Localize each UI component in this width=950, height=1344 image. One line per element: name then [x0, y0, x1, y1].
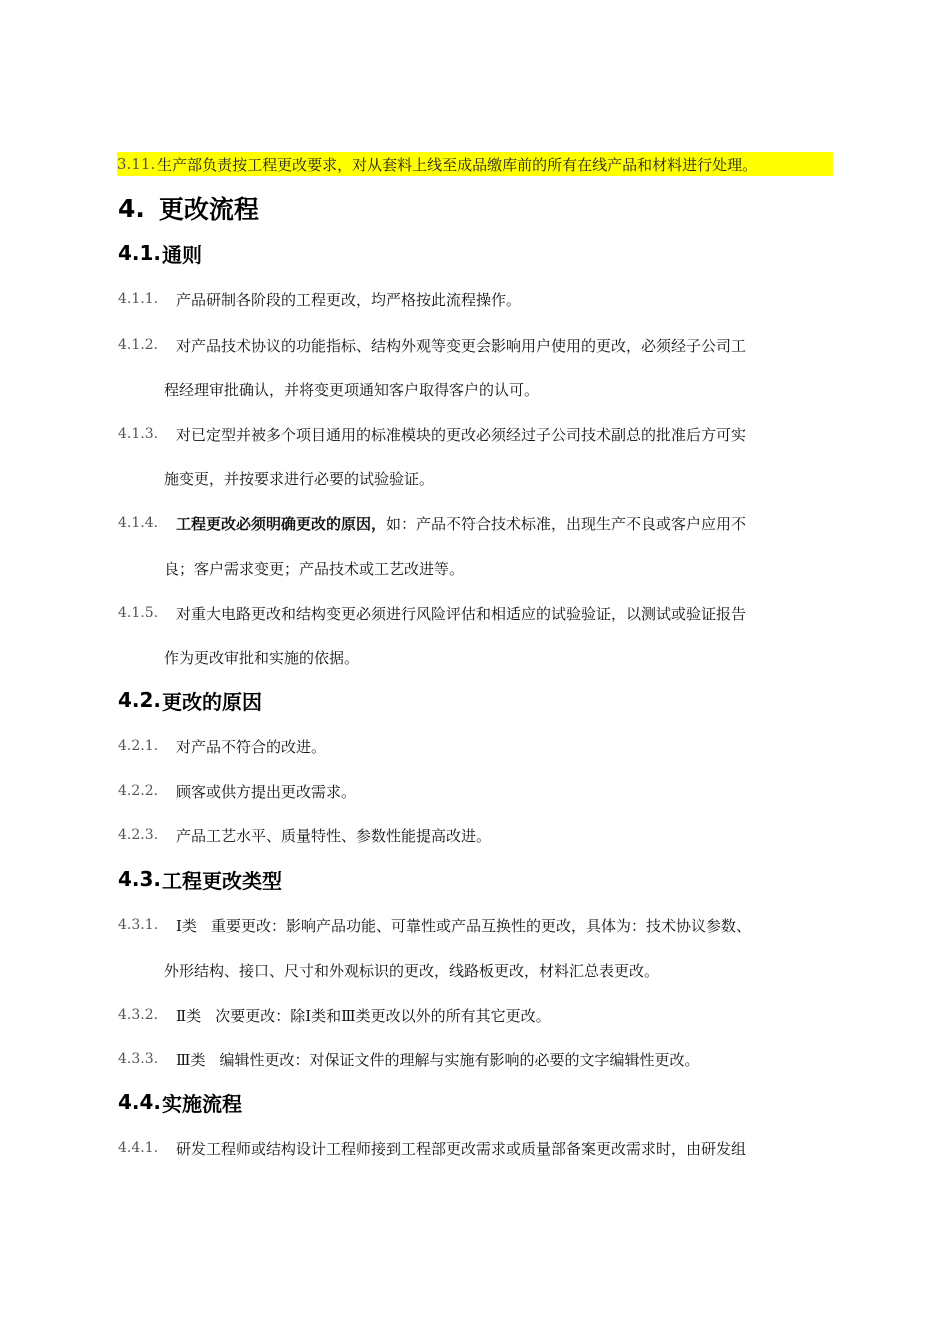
paragraph-text: 对产品不符合的改进。: [176, 737, 327, 756]
paragraph-text: 对产品技术协议的功能指标、结构外观等变更会影响用户使用的更改，必须经子公司工: [176, 336, 747, 355]
subsection-heading-4-1: [118, 239, 202, 267]
paragraph-4-1-3-continuation: 施变更，并按要求进行必要的试验验证。: [164, 469, 435, 488]
paragraph-4-3-1: [118, 913, 751, 937]
heading-number: 4.4.: [118, 1090, 162, 1114]
heading-title: 工程更改类型: [162, 868, 283, 893]
paragraph-number: 4.3.2.: [118, 1007, 159, 1023]
heading-title: 实施流程: [162, 1091, 243, 1116]
heading-number: 4.2.: [118, 688, 162, 712]
paragraph-number: 4.2.2.: [118, 783, 159, 799]
paragraph-number: 4.2.1.: [118, 738, 159, 754]
paragraph-4-2-1: [118, 734, 326, 758]
paragraph-number: 4.3.3.: [118, 1051, 159, 1067]
paragraph-text: 生产部负责按工程更改要求，对从套料上线至成品缴库前的所有在线产品和材料进行处理。: [157, 155, 758, 174]
paragraph-text: 对已定型并被多个项目通用的标准模块的更改必须经过子公司技术副总的批准后方可实: [176, 425, 747, 444]
paragraph-4-4-1: [118, 1136, 746, 1160]
paragraph-bold-text: 工程更改必须明确更改的原因，: [176, 514, 387, 533]
paragraph-4-1-5: [118, 601, 746, 625]
paragraph-text: 产品研制各阶段的工程更改，均严格按此流程操作。: [176, 290, 522, 309]
paragraph-4-1-2: [118, 333, 746, 357]
paragraph-4-1-4-continuation: 良；客户需求变更；产品技术或工艺改进等。: [164, 559, 465, 578]
paragraph-number: 4.1.5.: [118, 605, 159, 621]
paragraph-number: 4.1.1.: [118, 291, 159, 307]
paragraph-number: 4.1.4.: [118, 515, 159, 531]
subsection-heading-4-3: [118, 865, 282, 893]
heading-title: 更改流程: [158, 195, 259, 224]
paragraph-4-3-1-continuation: 外形结构、接口、尺寸和外观标识的更改，线路板更改，材料汇总表更改。: [164, 961, 660, 980]
change-type-label: Ⅲ类: [176, 1050, 206, 1069]
paragraph-4-1-3: [118, 422, 746, 446]
paragraph-4-3-2: [118, 1003, 551, 1027]
paragraph-text: 顾客或供方提出更改需求。: [176, 782, 357, 801]
paragraph-text: 产品工艺水平、质量特性、参数性能提高改进。: [176, 826, 492, 845]
highlighted-paragraph-3-11: [117, 152, 833, 176]
paragraph-text: 如：产品不符合技术标准，出现生产不良或客户应用不: [386, 514, 747, 533]
paragraph-text: 编辑性更改：对保证文件的理解与实施有影响的必要的文字编辑性更改。: [219, 1050, 700, 1069]
heading-number: 4.1.: [118, 241, 162, 265]
subsection-heading-4-2: [118, 686, 262, 714]
section-heading-4: [118, 190, 259, 226]
paragraph-number: 4.1.2.: [118, 337, 159, 353]
paragraph-4-1-1: [118, 287, 521, 311]
paragraph-text: 重要更改：影响产品功能、可靠性或产品互换性的更改，具体为：技术协议参数、: [210, 916, 751, 935]
heading-number: 4.: [118, 193, 145, 223]
paragraph-number: 3.11.: [117, 155, 156, 173]
paragraph-number: 4.3.1.: [118, 917, 159, 933]
paragraph-text: 次要更改：除Ⅰ类和Ⅲ类更改以外的所有其它更改。: [215, 1006, 551, 1025]
paragraph-number: 4.4.1.: [118, 1140, 159, 1156]
change-type-label: Ⅰ类: [176, 916, 197, 935]
change-type-label: Ⅱ类: [176, 1006, 202, 1025]
heading-title: 通则: [162, 242, 203, 267]
paragraph-4-1-4: [118, 511, 746, 535]
heading-title: 更改的原因: [162, 689, 263, 714]
paragraph-4-1-5-continuation: 作为更改审批和实施的依据。: [164, 648, 360, 667]
subsection-heading-4-4: [118, 1088, 242, 1116]
paragraph-4-3-3: [118, 1047, 699, 1071]
paragraph-text: 研发工程师或结构设计工程师接到工程部更改需求或质量部备案更改需求时，由研发组: [176, 1139, 747, 1158]
paragraph-text: 对重大电路更改和结构变更必须进行风险评估和相适应的试验验证，以测试或验证报告: [176, 604, 747, 623]
paragraph-number: 4.2.3.: [118, 827, 159, 843]
paragraph-4-1-2-continuation: 程经理审批确认，并将变更项通知客户取得客户的认可。: [164, 380, 540, 399]
paragraph-4-2-2: [118, 779, 356, 803]
paragraph-number: 4.1.3.: [118, 426, 159, 442]
paragraph-4-2-3: [118, 823, 491, 847]
heading-number: 4.3.: [118, 867, 162, 891]
